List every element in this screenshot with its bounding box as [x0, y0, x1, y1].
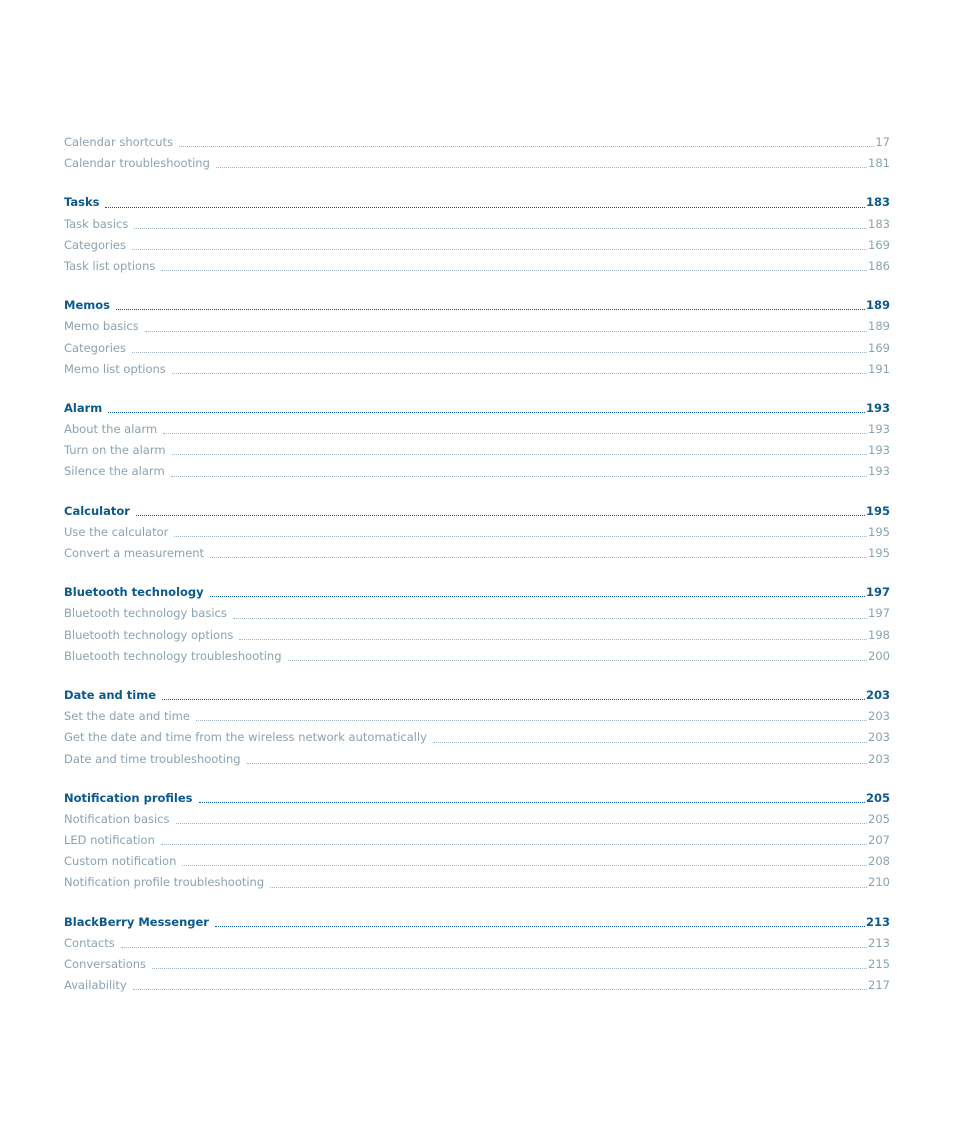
entry-title: Availability: [64, 978, 127, 993]
page-number: 17: [875, 135, 890, 149]
toc-entry[interactable]: [64, 338, 890, 359]
page-number: 191: [868, 361, 890, 376]
table-of-contents: [64, 132, 890, 1014]
dot-leader: [108, 412, 865, 413]
dot-leader: [116, 309, 865, 310]
dot-leader: [105, 207, 865, 208]
toc-entry[interactable]: [64, 316, 890, 337]
entry-title: Date and time troubleshooting: [64, 751, 241, 766]
toc-entry[interactable]: [64, 256, 890, 277]
toc-entry[interactable]: [64, 359, 890, 380]
dot-leader: [171, 476, 867, 477]
dot-leader: [270, 887, 867, 888]
dot-leader: [132, 352, 867, 353]
toc-entry[interactable]: [64, 522, 890, 543]
toc-entry[interactable]: [64, 872, 890, 893]
dot-leader: [145, 331, 867, 332]
dot-leader: [172, 454, 867, 455]
entry-title: Silence the alarm: [64, 464, 165, 479]
page-number: 203: [868, 730, 890, 745]
toc-section: [64, 398, 890, 483]
page-number: 193: [868, 422, 890, 437]
page-number: 169: [868, 340, 890, 355]
heading-title: Date and time: [64, 687, 157, 702]
heading-title: Memos: [64, 298, 110, 313]
page-number: 203: [865, 687, 890, 702]
dot-leader: [196, 720, 867, 721]
toc-heading[interactable]: [64, 501, 890, 522]
toc-section: [64, 685, 890, 770]
page-number: 213: [868, 935, 890, 950]
entry-title: Convert a measurement: [64, 546, 205, 560]
dot-leader: [172, 373, 867, 374]
toc-heading[interactable]: [64, 582, 890, 603]
toc-entry[interactable]: [64, 646, 890, 667]
toc-entry[interactable]: [64, 461, 890, 482]
heading-title: Calculator: [64, 503, 130, 518]
entry-title: Notification profile troubleshooting: [64, 875, 265, 890]
entry-title: Get the date and time from the wireless network automatically: [64, 730, 427, 745]
heading-title: Notification profiles: [64, 790, 193, 805]
entry-title: Task basics: [64, 216, 129, 231]
toc-entry[interactable]: [64, 153, 890, 174]
page-number: 200: [868, 648, 890, 663]
toc-entry[interactable]: [64, 603, 890, 624]
toc-entry[interactable]: [64, 235, 890, 256]
page-number: 213: [865, 914, 890, 929]
toc-section: [64, 912, 890, 997]
page-number: 210: [868, 875, 890, 890]
page-number: 203: [868, 751, 890, 766]
page-number: 193: [865, 400, 890, 415]
page-number: 195: [868, 546, 890, 560]
page-number: 205: [868, 811, 890, 826]
dot-leader: [176, 823, 868, 824]
page-number: 207: [868, 833, 890, 848]
toc-entry[interactable]: [64, 727, 890, 748]
dot-leader: [179, 146, 874, 147]
dot-leader: [210, 557, 867, 558]
dot-leader: [134, 228, 867, 229]
dot-leader: [132, 249, 867, 250]
dot-leader: [163, 433, 867, 434]
entry-title: About the alarm: [64, 422, 158, 437]
entry-title: Calendar troubleshooting: [64, 156, 210, 171]
page-number: 189: [868, 319, 890, 334]
page-number: 186: [868, 258, 890, 273]
entry-title: Notification basics: [64, 811, 170, 826]
toc-heading[interactable]: [64, 912, 890, 933]
dot-leader: [288, 660, 868, 661]
toc-entry[interactable]: [64, 954, 890, 975]
toc-heading[interactable]: [64, 295, 890, 316]
toc-heading[interactable]: [64, 788, 890, 809]
dot-leader: [152, 968, 867, 969]
dot-leader: [433, 742, 867, 743]
toc-entry[interactable]: [64, 543, 890, 564]
page-number: 195: [868, 524, 890, 539]
dot-leader: [162, 699, 865, 700]
dot-leader: [174, 536, 867, 537]
toc-entry[interactable]: [64, 933, 890, 954]
toc-entry[interactable]: [64, 830, 890, 851]
entry-title: Turn on the alarm: [64, 443, 166, 458]
page-number: 215: [868, 957, 890, 971]
toc-section: [64, 295, 890, 380]
page-number: 203: [868, 709, 890, 724]
toc-heading[interactable]: [64, 398, 890, 419]
toc-entry[interactable]: [64, 625, 890, 646]
toc-section: [64, 788, 890, 894]
dot-leader: [215, 926, 865, 927]
entry-title: Contacts: [64, 935, 115, 950]
page-number: 181: [868, 156, 890, 171]
dot-leader: [210, 596, 865, 597]
dot-leader: [136, 515, 865, 516]
dot-leader: [121, 947, 867, 948]
entry-title: LED notification: [64, 833, 155, 848]
page-number: 193: [868, 464, 890, 479]
entry-title: Bluetooth technology basics: [64, 606, 227, 621]
page-number: 189: [865, 298, 890, 313]
entry-title: Task list options: [64, 258, 156, 273]
toc-entry[interactable]: [64, 440, 890, 461]
dot-leader: [239, 639, 867, 640]
heading-title: BlackBerry Messenger: [64, 914, 209, 929]
dot-leader: [216, 167, 867, 168]
toc-entry[interactable]: [64, 132, 890, 153]
dot-leader: [161, 844, 867, 845]
entry-title: Set the date and time: [64, 709, 190, 724]
toc-entry[interactable]: [64, 809, 890, 830]
toc-entry[interactable]: [64, 851, 890, 872]
entry-title: Conversations: [64, 957, 147, 971]
page-number: 198: [868, 627, 890, 642]
page-number: 217: [868, 978, 890, 993]
page-number: 169: [868, 237, 890, 252]
entry-title: Bluetooth technology options: [64, 627, 234, 642]
page-number: 208: [868, 854, 890, 869]
dot-leader: [133, 989, 867, 990]
entry-title: Memo list options: [64, 361, 166, 376]
dot-leader: [182, 865, 867, 866]
entry-title: Categories: [64, 237, 126, 252]
toc-heading[interactable]: [64, 192, 890, 213]
page-number: 193: [868, 443, 890, 458]
dot-leader: [233, 618, 867, 619]
entry-title: Custom notification: [64, 854, 177, 869]
toc-entry[interactable]: [64, 419, 890, 440]
page-number: 183: [868, 216, 890, 231]
page-number: 195: [865, 503, 890, 518]
entry-title: Calendar shortcuts: [64, 135, 174, 149]
dot-leader: [247, 763, 867, 764]
toc-heading[interactable]: [64, 685, 890, 706]
dot-leader: [161, 270, 867, 271]
toc-entry[interactable]: [64, 749, 890, 770]
toc-entry[interactable]: [64, 975, 890, 996]
toc-entry[interactable]: [64, 706, 890, 727]
entry-title: Memo basics: [64, 319, 139, 334]
toc-section: [64, 132, 890, 174]
dot-leader: [199, 802, 865, 803]
toc-section: [64, 192, 890, 277]
toc-section: [64, 582, 890, 667]
page-number: 205: [865, 790, 890, 805]
entry-title: Categories: [64, 340, 126, 355]
page-number: 197: [865, 585, 890, 600]
entry-title: Use the calculator: [64, 524, 169, 539]
toc-section: [64, 501, 890, 565]
page-number: 197: [868, 606, 890, 621]
heading-title: Tasks: [64, 195, 100, 210]
heading-title: Alarm: [64, 400, 103, 415]
page-number: 183: [865, 195, 890, 210]
entry-title: Bluetooth technology troubleshooting: [64, 648, 282, 663]
toc-entry[interactable]: [64, 214, 890, 235]
heading-title: Bluetooth technology: [64, 585, 204, 600]
